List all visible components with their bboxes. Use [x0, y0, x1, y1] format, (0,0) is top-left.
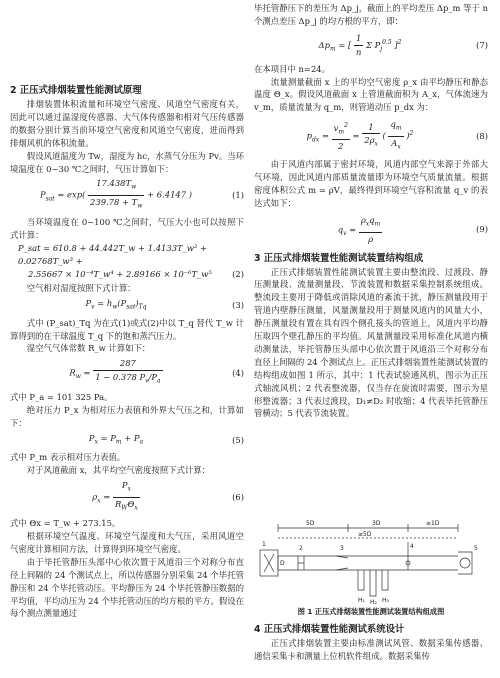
equation-2 — [18, 242, 244, 281]
paragraph: 当环境温度在 0~100 ℃之间时，气压大小也可以按照下式计算： — [10, 216, 244, 240]
paragraph: 正压式排烟装置主要由标准测试风管、数据采集传感器、通信采集卡和测量上位机软件组成。数据采集传 — [254, 638, 488, 661]
paragraph: 由于风道内部属于密封环境，风道内部空气来源于外部大气环境，因此风道内部质量流量即为环境空气质量流量。根据密度体积公式 m = ρV，最终得到环境空气容积流量 q_v 的表达式如下： — [254, 159, 488, 209]
label-d: D — [280, 560, 285, 567]
equation-number: (3) — [232, 300, 244, 311]
right-column-bottom — [254, 604, 488, 663]
paragraph: 排烟装置体积流量和环境空气密度、风道空气密度有关，因此可以通过温湿度传感器、大气体传感器和相对气压传感器的数据分别计算当前环境空气密度和风道空气密度，进而得到排烟风机的体积流量。 — [10, 99, 244, 148]
figure-caption: 图 1 正压式排烟装置性能测试装置结构组成图 — [297, 607, 445, 616]
equation-line: 2.55667 × 10⁻⁴T_w⁴ + 2.89166 × 10⁻⁶T_w⁵ — [28, 269, 212, 280]
equation-9 — [254, 214, 488, 245]
paragraph: 式中 P_a = 101 325 Pa。 — [10, 391, 113, 402]
equation-number: (8) — [476, 130, 488, 141]
section-4-title: 4 正压式排烟装置性能测试系统设计 — [254, 624, 405, 635]
paragraph: 由于毕托管静压头部中心依次置于风道沿三个对称分布直径上间隔的 24 个测试点上，所以传感器分别采集 24 个毕托管静压和 24 个毕托管动压。平均静压为 24 个毕托管静压数据的平均值，平均动压为 24 个毕托管动压的均方根的平方。假设在每个测点测量通过 — [10, 556, 244, 619]
label-throttle: 5 — [474, 545, 478, 552]
equation-body: $P_v = h_w(P_{sat})_{Tq}$ — [85, 298, 147, 311]
paragraph: 式中 P_m 表示相对压力表值。 — [10, 452, 126, 463]
label-h2: H₂ — [370, 599, 377, 604]
equation-number: (2) — [232, 269, 244, 280]
label-fan: 1 — [262, 541, 266, 548]
equation-number: (5) — [232, 434, 244, 445]
equation-7 — [254, 32, 488, 59]
equation-1 — [10, 177, 244, 213]
paragraph: 湿空气气体常数 R_w 计算如下： — [26, 343, 151, 354]
equation-number: (7) — [476, 39, 488, 50]
equation-line: P_sat = 610.8 + 44.442T_w + 1.4133T_w² + 0.02768T_w³ + — [18, 243, 208, 267]
equation-body: $q_v$ = $\frac{\rho_xq_m}{\rho}$ — [337, 215, 381, 244]
dim-1d: ≥1D — [426, 520, 440, 527]
section-2-title: 2 正压式排烟装置性能测试原理 — [10, 85, 142, 96]
paragraph: 式中 (P_sat)_Tq 为在式(1)或式(2)中以 T_q 替代 T_w 计算得到的在干球温度 T_q 下的饱和蒸汽压力。 — [10, 317, 244, 341]
equation-5 — [10, 432, 244, 450]
paragraph: 假设风道温度为 Tw，湿度为 hc，水蒸气分压为 Pv。当环境温度在 0~30 ℃之间时，气压计算如下： — [10, 150, 244, 174]
label-straightener: 2 — [299, 545, 303, 552]
right-column — [254, 2, 488, 420]
equation-body: $R_w$ = $\frac{287}{1 - 0.378 P_v/P_a}$ — [69, 358, 161, 385]
paragraph: 毕托管静压下的差压为 Δp_j，截面上的平均差压 Δp_m 等于 n 个测点差压 Δp_j 的均方根的平方，即： — [254, 3, 488, 26]
paragraph: 空气相对湿度按照下式计算： — [26, 283, 136, 294]
paragraph: 对于风道截面 x，其平均空气密度按照下式计算： — [26, 465, 211, 476]
label-transition: 3 — [340, 545, 344, 552]
dim-5d-total: ≥5D — [358, 531, 372, 538]
equation-number: (1) — [232, 190, 244, 201]
equation-number: (9) — [476, 224, 488, 235]
apparatus-diagram — [258, 512, 486, 604]
equation-body: $\rho_x$ = $\frac{P_x}{R_W\Theta_x}$ — [92, 479, 138, 512]
section-3-title: 3 正压式排烟装置性能测试装置结构组成 — [254, 252, 424, 264]
equation-6 — [10, 479, 244, 515]
equation-3 — [10, 297, 244, 315]
left-column — [10, 84, 244, 620]
equation-body: $P_x = P_m + P_a$ — [88, 432, 144, 446]
paragraph: 式中 Θx = T_w + 273.15。 — [10, 518, 121, 529]
dim-3d: 3D — [372, 520, 381, 527]
equation-8 — [254, 118, 488, 154]
equation-body: $p_{dx}$ = $\frac{v_m^2}{2}$ = $\frac{1}{2\rho_x}$ ( $\frac{q_m}{A_x}$ )$^2$ — [306, 119, 414, 152]
figure-1 — [258, 512, 486, 604]
paragraph: 绝对压力 P_x 为相对压力表值和外界大气压之和，计算如下： — [10, 404, 244, 428]
equation-number: (6) — [232, 491, 244, 502]
label-h1: H₁ — [358, 597, 365, 604]
label-h3: H₃ — [382, 597, 389, 604]
paragraph: 根据环境空气温度、环境空气湿度和大气压，采用风道空气密度计算相同方法，计算得到环境空气密度。 — [10, 530, 244, 554]
paragraph: 在本项目中 n=24。 — [254, 63, 330, 74]
equation-body: $\Delta p_m$ = [ $\frac{1}{n}$ Σ $P_j^{0.5}$ ]$^2$ — [318, 32, 402, 57]
dim-5d: 5D — [306, 520, 315, 527]
paragraph: 正压式排烟装置性能测试装置主要由整流段、过渡段、静压测量段、流量测量段、节流装置和数据采集控制系统组成。整流段主要用于降低或消除风道的紊流干扰，静压测量段用于管道内壁静压测量，风量测量段用于测量风道内的风量大小，静压测量段有置在具有四个侧孔接头的管道上，风道内平均静压取四个壁孔静压的平均值。风量测量段采用标准化风道内横动测量法，毕托管静压头部中心依次置于风道沿三个对称分布直径上间隔的 24 个测试点上。正压式排烟装置性能测试装置的结构组成如图 1 所示，其中：1 代表试验通风机，图示为正压式轴流风机；2 代表整流器，仅当存在旋流时需要，图示为星形整流器；3 代表过渡段，D₁≠D₂ 时收缩；4 代表毕托管静压管横动；5 代表节流装置。 — [254, 266, 488, 419]
label-pitot: 4 — [410, 543, 414, 550]
paragraph: 流量测量截面 x 上的平均空气密度 ρ_x 由平均静压和静态温度 Θ_x。假设风道截面 x 上管道截面积为 A_x，气体流速为 v_m，质量流量为 q_m，则管道动压 p_dx 为： — [254, 76, 488, 113]
equation-body: $P_{sat} = \exp$( $\frac{17.438T_w}{239.78 + T_w}$ + 6.4147 ) — [40, 178, 192, 210]
equation-number: (4) — [232, 367, 244, 378]
equation-4 — [10, 357, 244, 388]
